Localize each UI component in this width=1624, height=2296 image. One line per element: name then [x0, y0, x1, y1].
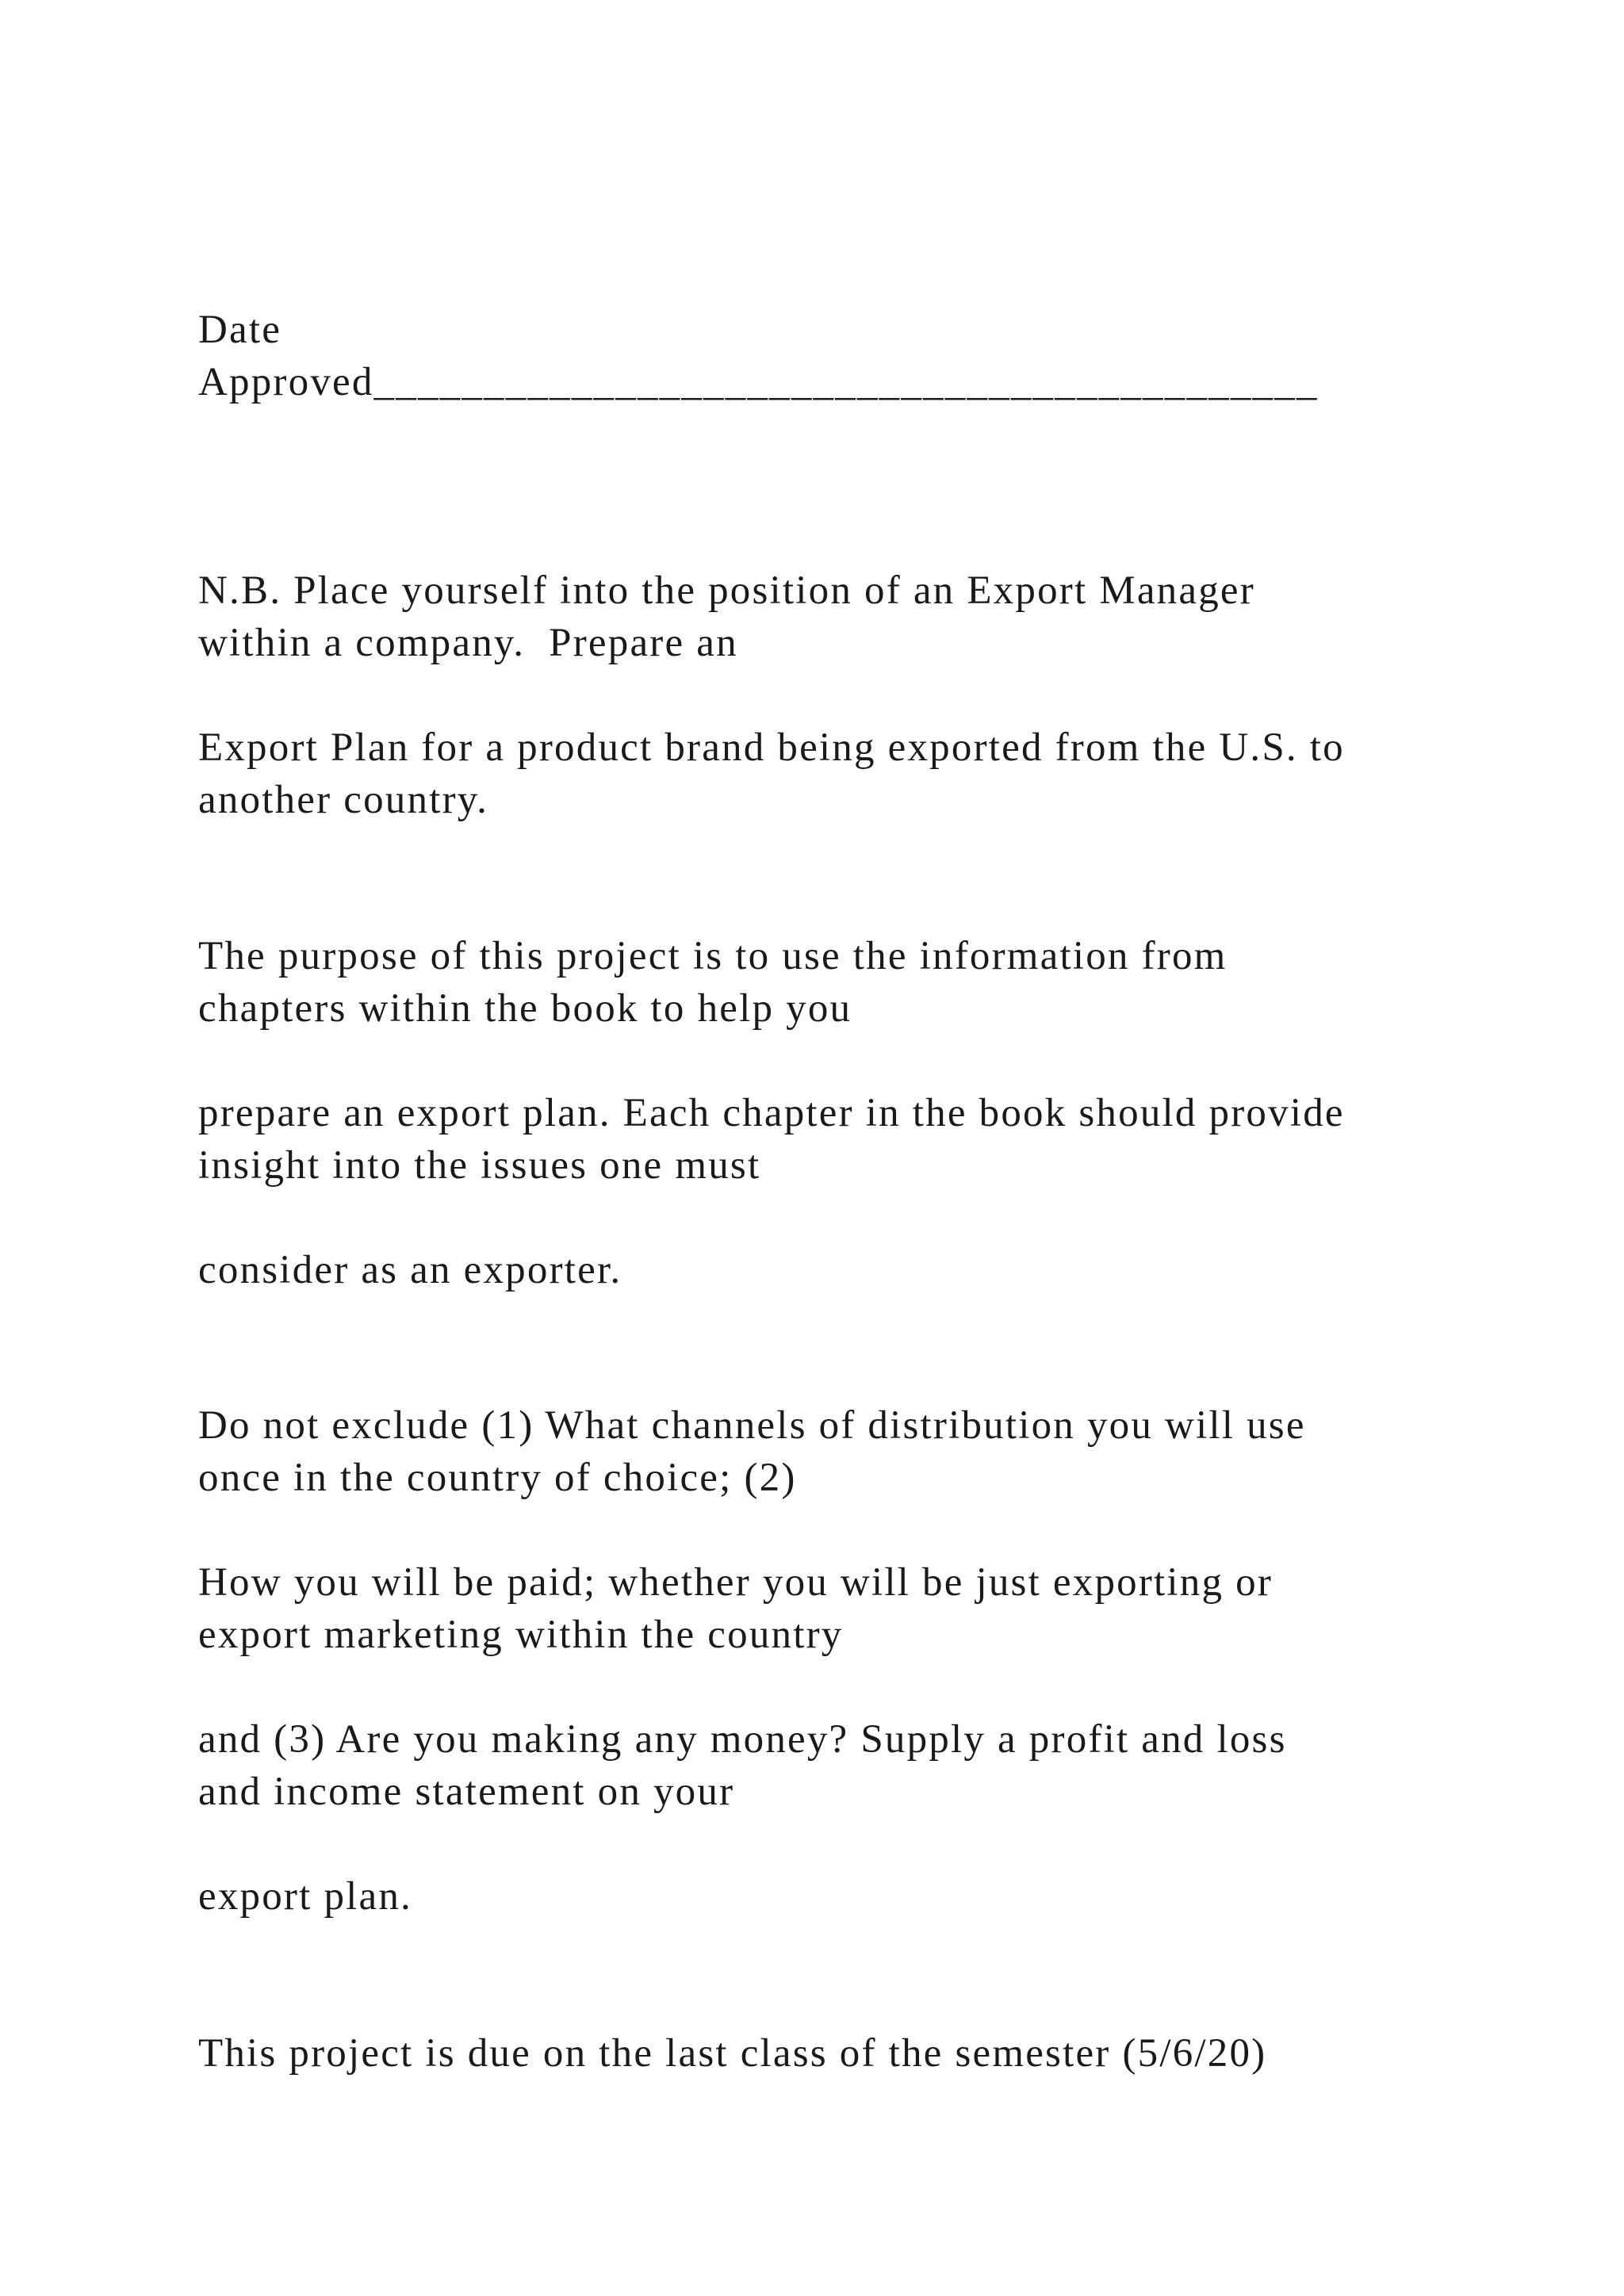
- approval-signature-line: Approved___________________________________________: [198, 360, 1319, 404]
- paragraph-line: once in the country of choice; (2): [198, 1456, 797, 1500]
- paragraph-line: This project is due on the last class of the semester (5/6/20): [198, 2031, 1267, 2076]
- paragraph-line: export plan.: [198, 1874, 412, 1919]
- approval-date-label: Date: [198, 308, 282, 352]
- paragraph-line: N.B. Place yourself into the position of an Export Manager: [198, 568, 1255, 613]
- paragraph-line: Export Plan for a product brand being exported from the U.S. to: [198, 725, 1345, 770]
- paragraph-line: and income statement on your: [198, 1770, 735, 1814]
- paragraph-line: Do not exclude (1) What channels of distribution you will use: [198, 1403, 1306, 1448]
- paragraph-line: export marketing within the country: [198, 1613, 844, 1657]
- paragraph-line: another country.: [198, 778, 489, 822]
- paragraph-line: How you will be paid; whether you will be just exporting or: [198, 1560, 1274, 1605]
- paragraph-line: chapters within the book to help you: [198, 986, 852, 1031]
- paragraph-line: within a company. Prepare an: [198, 621, 738, 665]
- paragraph-line: and (3) Are you making any money? Supply a profit and loss: [198, 1717, 1287, 1762]
- paragraph-line: prepare an export plan. Each chapter in the book should provide: [198, 1091, 1345, 1135]
- paragraph-line: The purpose of this project is to use the information from: [198, 934, 1228, 978]
- paragraph-line: insight into the issues one must: [198, 1143, 761, 1188]
- paragraph-line: consider as an exporter.: [198, 1248, 622, 1292]
